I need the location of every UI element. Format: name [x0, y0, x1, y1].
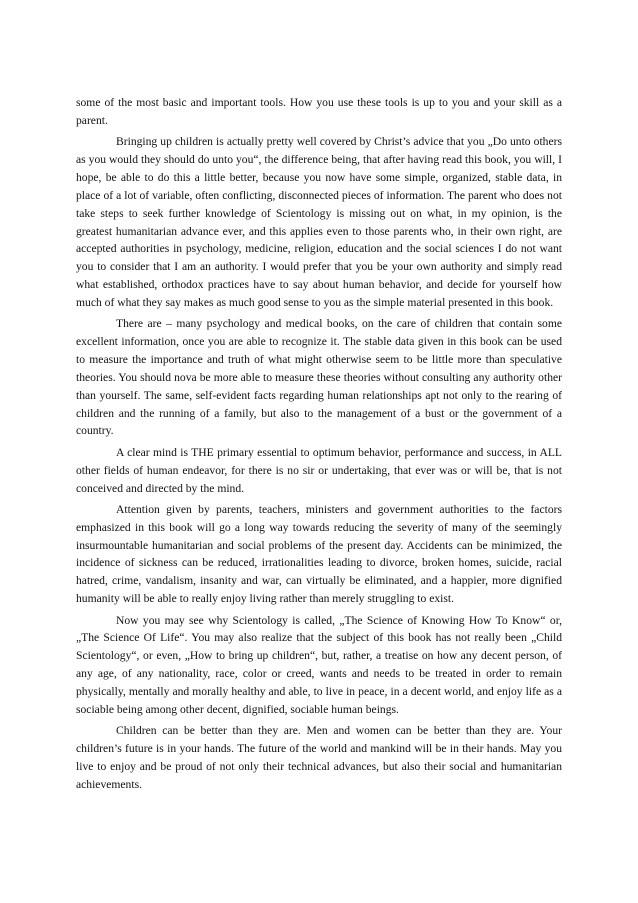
paragraph-1: some of the most basic and important tools. How you use these tools is up to you and your skill as a parent.	[76, 96, 562, 127]
paragraph-4: A clear mind is THE primary essential to optimum behavior, performance and success, in ALL other fields of human endeavor, for there is no sir or undertaking, that ever was or will be, that is not conceived and directed by the mind.	[76, 445, 562, 495]
document-page	[76, 94, 562, 797]
paragraph-6: Now you may see why Scientology is called, „The Science of Knowing How To Know“ or, „The Science Of Life“. You may also realize that the subject of this book has not really been „Child Scientology“, or even, „How to bring up children“, but, rather, a treatise on how any decent person, of any age, of any nationality, race, color or creed, wants and needs to be treated in order to remain physically, mentally and morally healthy and able, to live in peace, in a decent world, and enjoy life as a sociable being among other decent, dignified, sociable human beings.	[76, 613, 562, 716]
paragraph-5: Attention given by parents, teachers, ministers and government authorities to the factors emphasized in this book will go a long way towards reducing the severity of many of the seemingly insurmountable humanitarian and social problems of the present day. Accidents can be minimized, the incidence of sickness can be reduced, irrationalities leading to divorce, broken homes, suicide, racial hatred, crime, vandalism, insanity and war, can virtually be eliminated, and a happier, more dignified humanity will be able to really enjoy living rather than merely struggling to exist.	[76, 502, 562, 606]
paragraph-7: Children can be better than they are. Men and women can be better than they are. Your children’s future is in your hands. The future of the world and mankind will be in their hands. May you live to enjoy and be proud of not only their technical advances, but also their social and humanitarian achievements.	[76, 724, 562, 791]
paragraph-3: There are – many psychology and medical books, on the care of children that contain some excellent information, once you are able to recognize it. The stable data given in this book can be used to measure the importance and truth of what might otherwise seem to be little more than speculative theories. You should nova be more able to measure these theories without consulting any authority other than yourself. The same, self-evident facts regarding human relationships apt not only to the rearing of children and the running of a family, but also to the management of a bust or the government of a country.	[76, 317, 562, 438]
paragraph-2: Bringing up children is actually pretty well covered by Christ’s advice that you „Do unto others as you would they should do unto you“, the difference being, that after having read this book, you will, I hope, be able to do this a little better, because you now have some simple, organized, stable data, in place of a lot of variable, often conflicting, disconnected pieces of information. The parent who does not take steps to seek further knowledge of Scientology is missing out on what, in my opinion, is the greatest humanitarian advance ever, and this applies even to those parents who, in their own right, are accepted authorities in psychology, medicine, religion, education and the social sciences I do not want you to consider that I am an authority. I would prefer that you be your own authority and simply read what established, orthodox practices have to say about human behavior, and decide for yourself how much of what they say makes as much good sense to you as the simple material presented in this book.	[76, 135, 562, 309]
